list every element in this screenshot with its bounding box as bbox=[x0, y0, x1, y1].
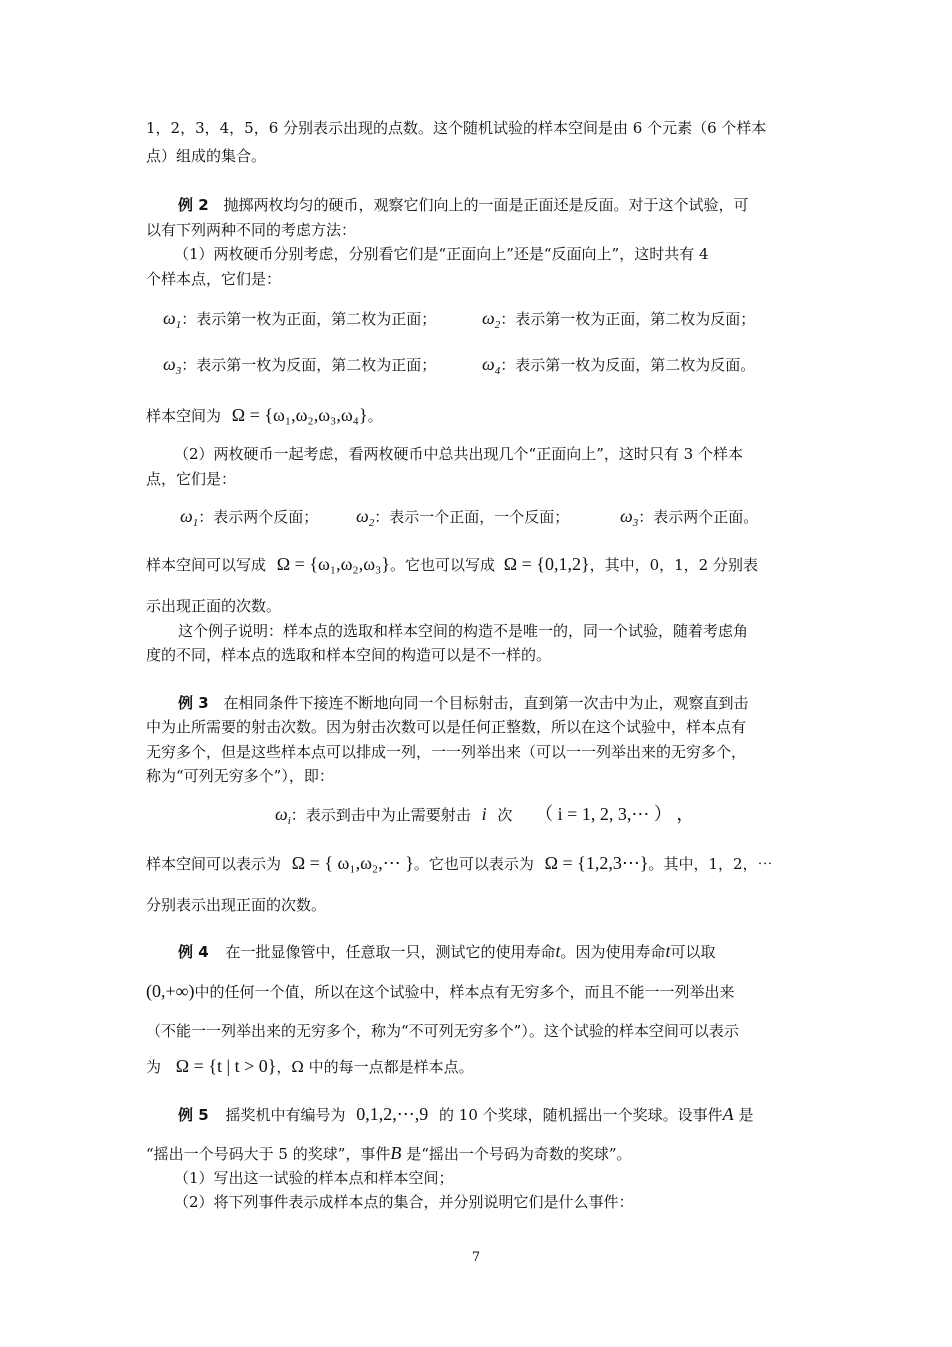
omega-3-def: $\omega_3$：表示第一枚为反面，第二枚为正面； bbox=[163, 354, 437, 377]
example-3-line-2: 中为止所需要的射击次数。因为射击次数可以是任何正整数，所以在这个试验中，样本点有 bbox=[146, 718, 747, 736]
example-5-question-2: （2）将下列事件表示成样本点的集合，并分别说明它们是什么事件： bbox=[174, 1193, 634, 1211]
sample-space-3: 样本空间可以表示为 Ω = { ω₁,ω₂,⋯ }。它也可以表示为 Ω = {1,2,3⋯}。其中，1，2，⋯ bbox=[146, 853, 773, 873]
case-2-omega-1: $\omega_1$：表示两个反面； bbox=[180, 506, 319, 529]
example-5-label: 例 5 bbox=[178, 1106, 209, 1124]
example-5-line-2: “摇出一个号码大于 5 的奖球”，事件B 是“摇出一个号码为奇数的奖球”。 bbox=[146, 1143, 632, 1163]
example-4-line-3: （不能一一列举出来的无穷多个，称为“不可列无穷多个”）。这个试验的样本空间可以表示 bbox=[146, 1022, 739, 1040]
example-3-label: 例 3 bbox=[178, 694, 209, 712]
case-2-omega-3: $\omega_3$：表示两个正面。 bbox=[620, 506, 759, 529]
sample-space-3-line-2: 分别表示出现正面的次数。 bbox=[146, 896, 327, 914]
example-2-case-1-line-2: 个样本点，它们是： bbox=[146, 270, 282, 288]
example-2-case-2-line-2: 点，它们是： bbox=[146, 470, 237, 488]
example-4-line-2: (0,+∞)中的任何一个值，所以在这个试验中，样本点有无穷多个，而且不能一一列举出来 bbox=[146, 981, 735, 1001]
omega-4-def: $\omega_4$：表示第一枚为反面，第二枚为反面。 bbox=[482, 354, 756, 377]
intro-line-1: 1，2，3，4，5，6 分别表示出现的点数。这个随机试验的样本空间是由 6 个元素（6 个样本 bbox=[146, 119, 767, 137]
example-3-line-4: 称为“可列无穷多个”），即： bbox=[146, 767, 334, 785]
example-5-question-1: （1）写出这一试验的样本点和样本空间； bbox=[174, 1169, 454, 1187]
sample-space-2: 样本空间为 Ω = {ω₁,ω₂,ω₃,ω₄}。 bbox=[146, 405, 383, 425]
example-3-line-3: 无穷多个，但是这些样本点可以排成一列，一一列举出来（可以一一列举出来的无穷多个， bbox=[146, 743, 747, 761]
example-5-line-1: 例 5 摇奖机中有编号为 0,1,2,⋯,9 的 10 个奖球，随机摇出一个奖球。设事件A 是 bbox=[178, 1104, 754, 1124]
sample-space-2-alt-line-2: 示出现正面的次数。 bbox=[146, 597, 282, 615]
example-2-line-2: 以有下列两种不同的考虑方法： bbox=[146, 221, 357, 239]
example-4-label: 例 4 bbox=[178, 943, 209, 961]
example-2-note-1: 这个例子说明：样本点的选取和样本空间的构造不是唯一的，同一个试验，随着考虑角 bbox=[178, 622, 749, 640]
sample-space-formula: Ω = {ω₁,ω₂,ω₃,ω₄} bbox=[231, 405, 368, 425]
example-2-note-2: 度的不同，样本点的选取和样本空间的构造可以是不一样的。 bbox=[146, 646, 552, 664]
omega-1-def: $\omega_1$：表示第一枚为正面，第二枚为正面； bbox=[163, 308, 437, 331]
example-2-case-2-line-1: （2）两枚硬币一起考虑，看两枚硬币中总共出现几个“正面向上”，这时只有 3 个样本 bbox=[174, 445, 743, 463]
example-2-case-1-line-1: （1）两枚硬币分别考虑，分别看它们是“正面向上”还是“反面向上”，这时共有 4 bbox=[174, 245, 709, 263]
example-2-line-1: 例 2 抛掷两枚均匀的硬币，观察它们向上的一面是正面还是反面。对于这个试验，可 bbox=[178, 196, 749, 214]
example-2-label: 例 2 bbox=[178, 196, 209, 214]
example-4-line-4: 为 Ω = {t | t > 0}，Ω 中的每一点都是样本点。 bbox=[146, 1056, 474, 1076]
sample-space-2-alt: 样本空间可以写成 Ω = {ω₁,ω₂,ω₃}。它也可以写成 Ω = {0,1,2}，其中，0，1，2 分别表 bbox=[146, 554, 758, 574]
case-2-omega-2: $\omega_2$：表示一个正面，一个反面； bbox=[356, 506, 570, 529]
omega-i-def: $\omega_i$：表示到击中为止需要射击 i 次 （ i = 1, 2, 3,⋯ ） ， bbox=[275, 804, 695, 827]
omega-2-def: $\omega_2$：表示第一枚为正面，第二枚为反面； bbox=[482, 308, 756, 331]
intro-line-2: 点）组成的集合。 bbox=[146, 147, 267, 165]
example-4-line-1: 例 4 在一批显像管中，任意取一只，测试它的使用寿命t。因为使用寿命t可以取 bbox=[178, 941, 716, 961]
example-3-line-1: 例 3 在相同条件下接连不断地向同一个目标射击，直到第一次击中为止，观察直到击 bbox=[178, 694, 749, 712]
page-number: 7 bbox=[471, 1250, 481, 1265]
